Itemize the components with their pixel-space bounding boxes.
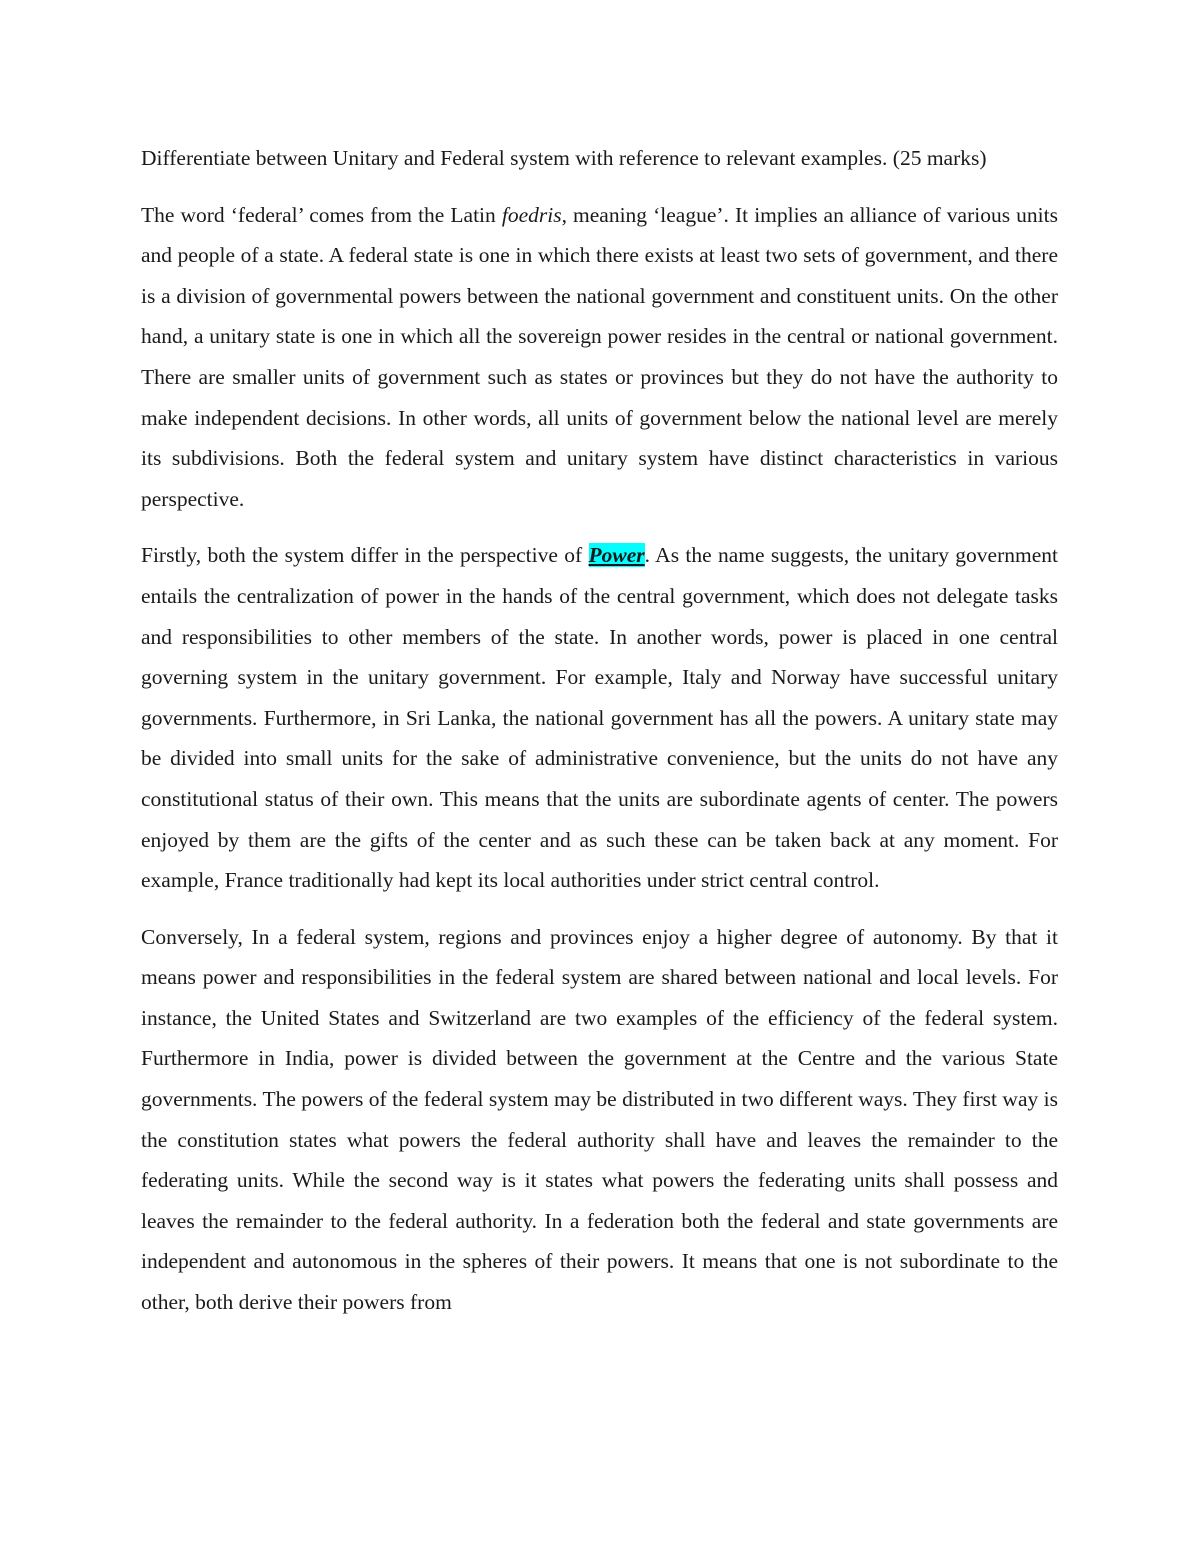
power-paragraph — [141, 535, 1058, 900]
document-page — [141, 138, 1058, 1339]
power-text-start: Firstly, both the system differ in the perspective of — [141, 543, 589, 568]
latin-term: foedris — [501, 202, 562, 227]
question-heading — [141, 138, 1058, 179]
intro-paragraph — [141, 195, 1058, 520]
highlighted-keyword: Power — [588, 543, 645, 568]
power-text-rest: . As the name suggests, the unitary government entails the centralization of power in the hands of the central government, which does not delegate tasks and responsibilities to other members of the state. In another words, power is placed in one central governing system in the unitary government. For example, Italy and Norway have successful unitary governments. Furthermore, in Sri Lanka, the national government has all the powers. A unitary state may be divided into small units for the sake of administrative convenience, but the units do not have any constitutional status of their own. This means that the units are subordinate agents of center. The powers enjoyed by them are the gifts of the center and as such these can be taken back at any moment. For example, France traditionally had kept its local authorities under strict central control. — [141, 543, 1059, 893]
federal-text: Conversely, In a federal system, regions and provinces enjoy a higher degree of autonomy. By that it means power and responsibilities in the federal system are shared between national and local levels. For instance, the United States and Switzerland are two examples of the efficiency of the federal system. Furthermore in India, power is divided between the government at the Centre and the various State governments. The powers of the federal system may be distributed in two different ways. They first way is the constitution states what powers the federal authority shall have and leaves the remainder to the federating units. While the second way is it states what powers the federating units shall possess and leaves the remainder to the federal authority. In a federation both the federal and state governments are independent and autonomous in the spheres of their powers. It means that one is not subordinate to the other, both derive their powers from — [141, 924, 1058, 1315]
intro-text-start: The word ‘federal’ comes from the Latin — [141, 202, 502, 227]
intro-text-rest: , meaning ‘league’. It implies an alliance of various units and people of a state. A federal state is one in which there exists at least two sets of government, and there is a division of governmental powers between the national government and constituent units. On the other hand, a unitary state is one in which all the sovereign power resides in the central or national government. There are smaller units of government such as states or provinces but they do not have the authority to make independent decisions. In other words, all units of government below the national level are merely its subdivisions. Both the federal system and unitary system have distinct characteristics in various perspective. — [141, 202, 1058, 511]
federal-paragraph — [141, 917, 1058, 1323]
question-text: Differentiate between Unitary and Federal system with reference to relevant examples. (25 marks) — [141, 146, 987, 170]
